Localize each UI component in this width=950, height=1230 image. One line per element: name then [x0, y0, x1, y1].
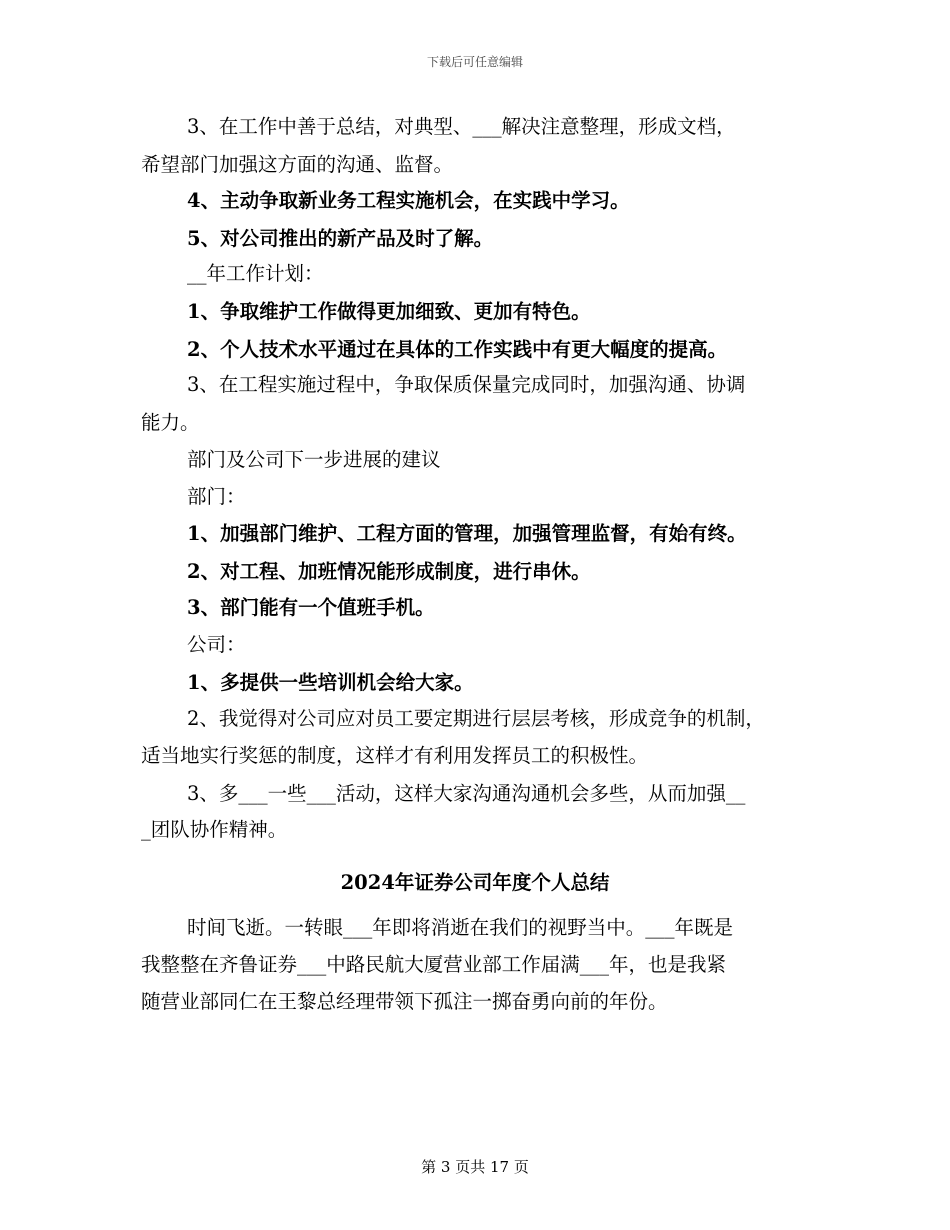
text-line: 随营业部同仁在王黎总经理带领下孤注一掷奋勇向前的年份。	[141, 990, 668, 1013]
text-line: 3、在工程实施过程中，争取保质保量完成同时，加强沟通、协调	[187, 373, 746, 396]
text-line: 希望部门加强这方面的沟通、监督。	[141, 153, 454, 176]
text-line: 4、主动争取新业务工程实施机会，在实践中学习。	[187, 189, 630, 212]
section-title: 2024年证券公司年度个人总结	[340, 871, 610, 894]
text-line: 时间飞逝。一转眼___年即将消逝在我们的视野当中。___年既是	[187, 916, 734, 939]
text-line: 2、对工程、加班情况能形成制度，进行串休。	[187, 560, 591, 583]
text-line: 我整整在齐鲁证券___中路民航大厦营业部工作届满___年，也是我紧	[141, 953, 727, 976]
text-line: 公司：	[187, 633, 246, 656]
page-footer: 第 3 页共 17 页	[421, 1158, 529, 1176]
text-line: __年工作计划：	[187, 262, 324, 285]
text-line: 适当地实行奖惩的制度，这样才有利用发挥员工的积极性。	[141, 744, 649, 767]
text-line: 3、多___一些___活动，这样大家沟通沟通机会多些，从而加强__	[187, 782, 746, 805]
text-line: 部门及公司下一步进展的建议	[187, 448, 441, 471]
page-header: 下载后可任意编辑	[426, 55, 523, 69]
text-line: 5、对公司推出的新产品及时了解。	[187, 227, 494, 250]
text-line: _团队协作精神。	[141, 818, 288, 841]
text-line: 3、部门能有一个值班手机。	[187, 596, 435, 619]
text-line: 2、个人技术水平通过在具体的工作实践中有更大幅度的提高。	[187, 338, 728, 361]
text-line: 部门：	[187, 485, 246, 508]
text-line: 1、多提供一些培训机会给大家。	[187, 671, 474, 694]
text-line: 能力。	[141, 411, 200, 434]
text-line: 2、我觉得对公司应对员工要定期进行层层考核，形成竞争的机制，	[187, 707, 765, 730]
text-line: 3、在工作中善于总结，对典型、___解决注意整理，形成文档，	[187, 115, 736, 138]
text-line: 1、争取维护工作做得更加细致、更加有特色。	[187, 300, 591, 323]
text-line: 1、加强部门维护、工程方面的管理，加强管理监督，有始有终。	[187, 522, 747, 545]
